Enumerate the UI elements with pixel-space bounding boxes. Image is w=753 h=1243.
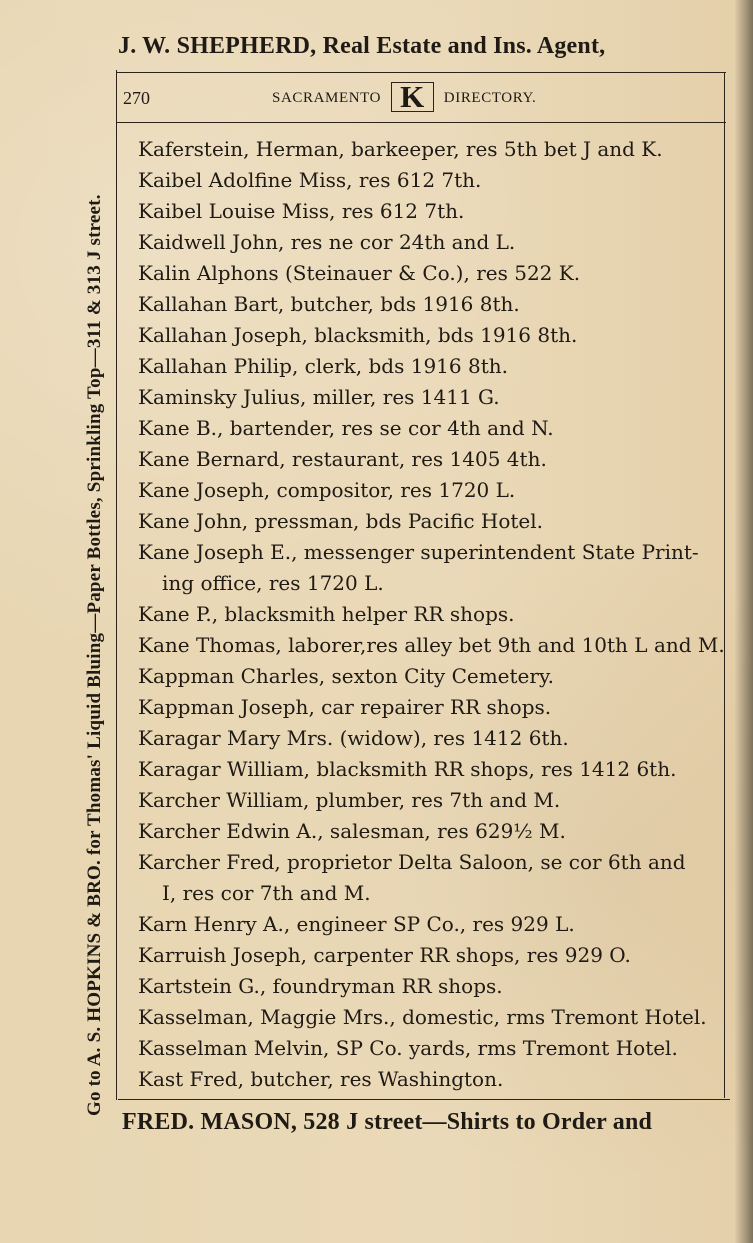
directory-entry: Kane Bernard, restaurant, res 1405 4th. [138, 447, 547, 471]
bottom-advertisement: FRED. MASON, 528 J street—Shirts to Order and [122, 1109, 653, 1135]
city-name: SACRAMENTO [272, 89, 382, 106]
page-number: 270 [123, 88, 150, 108]
directory-entry: Kappman Joseph, car repairer RR shops. [138, 695, 552, 719]
directory-entry: Kallahan Bart, butcher, bds 1916 8th. [138, 292, 520, 316]
directory-entry: Kartstein G., foundryman RR shops. [138, 974, 503, 998]
directory-entry: Kaibel Louise Miss, res 612 7th. [138, 199, 465, 223]
directory-entry: Kaferstein, Herman, barkeeper, res 5th bet J and K. [138, 137, 663, 161]
directory-entries [138, 134, 728, 1095]
directory-entry: Kallahan Philip, clerk, bds 1916 8th. [138, 354, 508, 378]
vertical-advertisement: Go to A. S. HOPKINS & BRO. for Thomas' Liquid Bluing—Paper Bottles, Sprinkling Top—311 & 313 J street. [84, 194, 105, 1116]
top-advertisement: J. W. SHEPHERD, Real Estate and Ins. Agent, [118, 33, 606, 59]
header-bottom-rule [116, 122, 726, 123]
directory-entry: Kane Thomas, laborer,res alley bet 9th and 10th L and M. [138, 633, 725, 657]
directory-entry: Kasselman Melvin, SP Co. yards, rms Tremont Hotel. [138, 1036, 678, 1060]
directory-entry: Kalin Alphons (Steinauer & Co.), res 522 K. [138, 261, 581, 285]
directory-entry: Karruish Joseph, carpenter RR shops, res 929 O. [138, 943, 631, 967]
directory-entry: Kaidwell John, res ne cor 24th and L. [138, 230, 516, 254]
directory-entry: Karcher Edwin A., salesman, res 629½ M. [138, 819, 566, 843]
header-top-rule [116, 72, 726, 73]
directory-entry: Kallahan Joseph, blacksmith, bds 1916 8th. [138, 323, 578, 347]
directory-entry: Kane P., blacksmith helper RR shops. [138, 602, 515, 626]
directory-entry: Kappman Charles, sexton City Cemetery. [138, 664, 554, 688]
directory-entry: Kaminsky Julius, miller, res 1411 G. [138, 385, 500, 409]
directory-entry: Kaibel Adolfine Miss, res 612 7th. [138, 168, 482, 192]
directory-entry: Kane Joseph E., messenger superintendent State Print- ing office, res 1720 L. [138, 540, 699, 595]
directory-entry: Karagar William, blacksmith RR shops, res 1412 6th. [138, 757, 677, 781]
running-head [272, 79, 537, 114]
directory-entry: Karcher Fred, proprietor Delta Saloon, se cor 6th and I, res cor 7th and M. [138, 850, 686, 905]
directory-entry: Kane John, pressman, bds Pacific Hotel. [138, 509, 543, 533]
directory-entry: Karn Henry A., engineer SP Co., res 929 L. [138, 912, 575, 936]
directory-entry: Karcher William, plumber, res 7th and M. [138, 788, 561, 812]
directory-entry: Kasselman, Maggie Mrs., domestic, rms Tremont Hotel. [138, 1005, 707, 1029]
directory-entry: Kane B., bartender, res se cor 4th and N. [138, 416, 554, 440]
left-border-rule [116, 70, 117, 1100]
section-letter: K [391, 82, 434, 112]
directory-entry: Karagar Mary Mrs. (widow), res 1412 6th. [138, 726, 569, 750]
bottom-border-rule [118, 1099, 730, 1100]
directory-entry: Kast Fred, butcher, res Washington. [138, 1067, 504, 1091]
page-edge-shadow [735, 0, 753, 1243]
directory-label: DIRECTORY. [443, 89, 537, 106]
directory-entry: Kane Joseph, compositor, res 1720 L. [138, 478, 516, 502]
